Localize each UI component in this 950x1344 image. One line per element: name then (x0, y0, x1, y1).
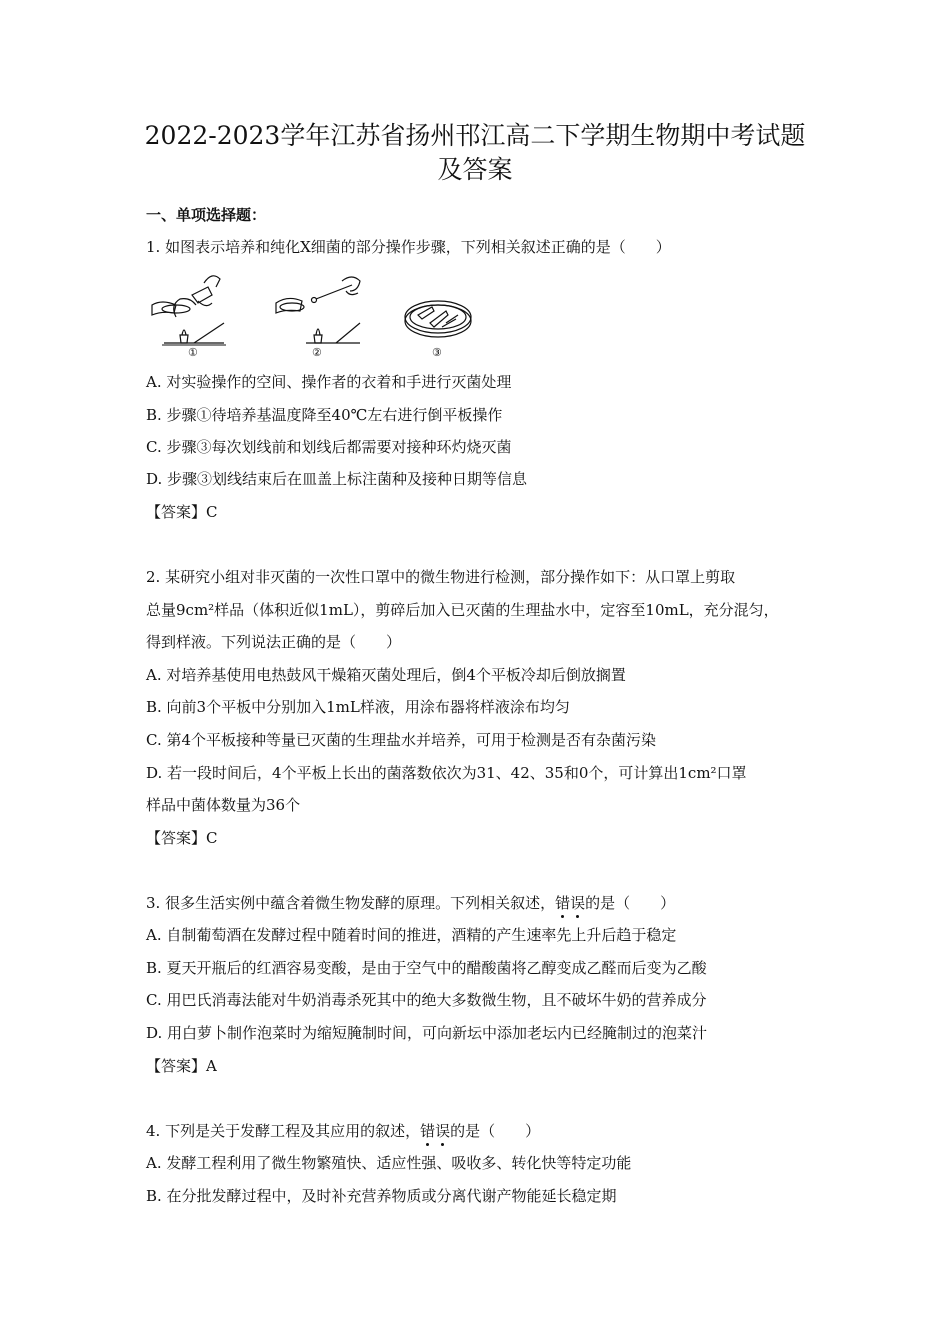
question-3-answer: 【答案】A (146, 1057, 217, 1075)
question-4-option-b: B. 在分批发酵过程中，及时补充营养物质或分离代谢产物能延长稳定期 (146, 1187, 617, 1205)
question-1-option-a: A. 对实验操作的空间、操作者的衣着和手进行灭菌处理 (146, 373, 512, 391)
question-3-stem-suffix: 的是（ ） (585, 894, 676, 912)
figure-label-step-2: ② (312, 346, 322, 359)
question-2-stem-line-1: 2. 某研究小组对非灭菌的一次性口罩中的微生物进行检测，部分操作如下：从口罩上剪取 (146, 568, 736, 586)
question-4-option-a: A. 发酵工程利用了微生物繁殖快、适应性强、吸收多、转化快等特定功能 (146, 1154, 632, 1172)
question-4-stem-prefix: 4. 下列是关于发酵工程及其应用的叙述， (146, 1122, 421, 1140)
emphasis-char-2: 误 (570, 894, 586, 912)
question-1-figure (146, 265, 486, 360)
question-1-answer: 【答案】C (146, 503, 218, 521)
figure-label-step-3: ③ (432, 346, 442, 359)
question-4-stem-suffix: 的是（ ） (450, 1122, 541, 1140)
question-1-option-b: B. 步骤①待培养基温度降至40℃左右进行倒平板操作 (146, 406, 503, 424)
question-3-option-b: B. 夏天开瓶后的红酒容易变酸，是由于空气中的醋酸菌将乙醇变成乙醛而后变为乙酸 (146, 959, 707, 977)
question-2-stem-line-3: 得到样液。下列说法正确的是（ ） (146, 633, 402, 651)
question-4-stem (146, 1120, 540, 1142)
question-2-option-b: B. 向前3个平板中分别加入1mL样液，用涂布器将样液涂布均匀 (146, 698, 570, 716)
emphasis-char-1: 错 (420, 1122, 436, 1140)
question-2-option-d-line-2: 样品中菌体数量为36个 (146, 796, 301, 814)
question-1-stem: 1. 如图表示培养和纯化X细菌的部分操作步骤，下列相关叙述正确的是（ ） (146, 238, 671, 256)
question-1-option-c: C. 步骤③每次划线前和划线后都需要对接种环灼烧灭菌 (146, 438, 512, 456)
pour-plate-illustration (152, 276, 224, 343)
question-2-option-d-line-1: D. 若一段时间后，4个平板上长出的菌落数依次为31、42、35和0个，可计算出1cm²口罩 (146, 764, 747, 782)
emphasis-char-2: 误 (435, 1122, 451, 1140)
flame-loop-illustration (276, 277, 360, 343)
question-3-option-d: D. 用白萝卜制作泡菜时为缩短腌制时间，可向新坛中添加老坛内已经腌制过的泡菜汁 (146, 1024, 708, 1042)
question-2-option-c: C. 第4个平板接种等量已灭菌的生理盐水并培养，可用于检测是否有杂菌污染 (146, 731, 657, 749)
question-2-stem-line-2: 总量9cm²样品（体积近似1mL），剪碎后加入已灭菌的生理盐水中，定容至10mL，充分混匀， (146, 601, 779, 619)
question-3-stem-prefix: 3. 很多生活实例中蕴含着微生物发酵的原理。下列相关叙述， (146, 894, 556, 912)
document-title-line-1: 2022-2023学年江苏省扬州邗江高二下学期生物期中考试题 (144, 121, 806, 150)
document-title-line-2: 及答案 (437, 155, 513, 184)
figure-label-step-1: ① (188, 346, 198, 359)
question-3-option-c: C. 用巴氏消毒法能对牛奶消毒杀死其中的绝大多数微生物，且不破坏牛奶的营养成分 (146, 991, 707, 1009)
question-1-option-d: D. 步骤③划线结束后在皿盖上标注菌种及接种日期等信息 (146, 470, 528, 488)
streak-plate-illustration (405, 301, 471, 337)
question-2-option-a: A. 对培养基使用电热鼓风干燥箱灭菌处理后，倒4个平板冷却后倒放搁置 (146, 666, 626, 684)
question-2-answer: 【答案】C (146, 829, 218, 847)
section-heading: 一、单项选择题： (146, 206, 267, 224)
question-3-stem (146, 892, 675, 914)
question-3-option-a: A. 自制葡萄酒在发酵过程中随着时间的推进，酒精的产生速率先上升后趋于稳定 (146, 926, 677, 944)
emphasis-char-1: 错 (555, 894, 571, 912)
